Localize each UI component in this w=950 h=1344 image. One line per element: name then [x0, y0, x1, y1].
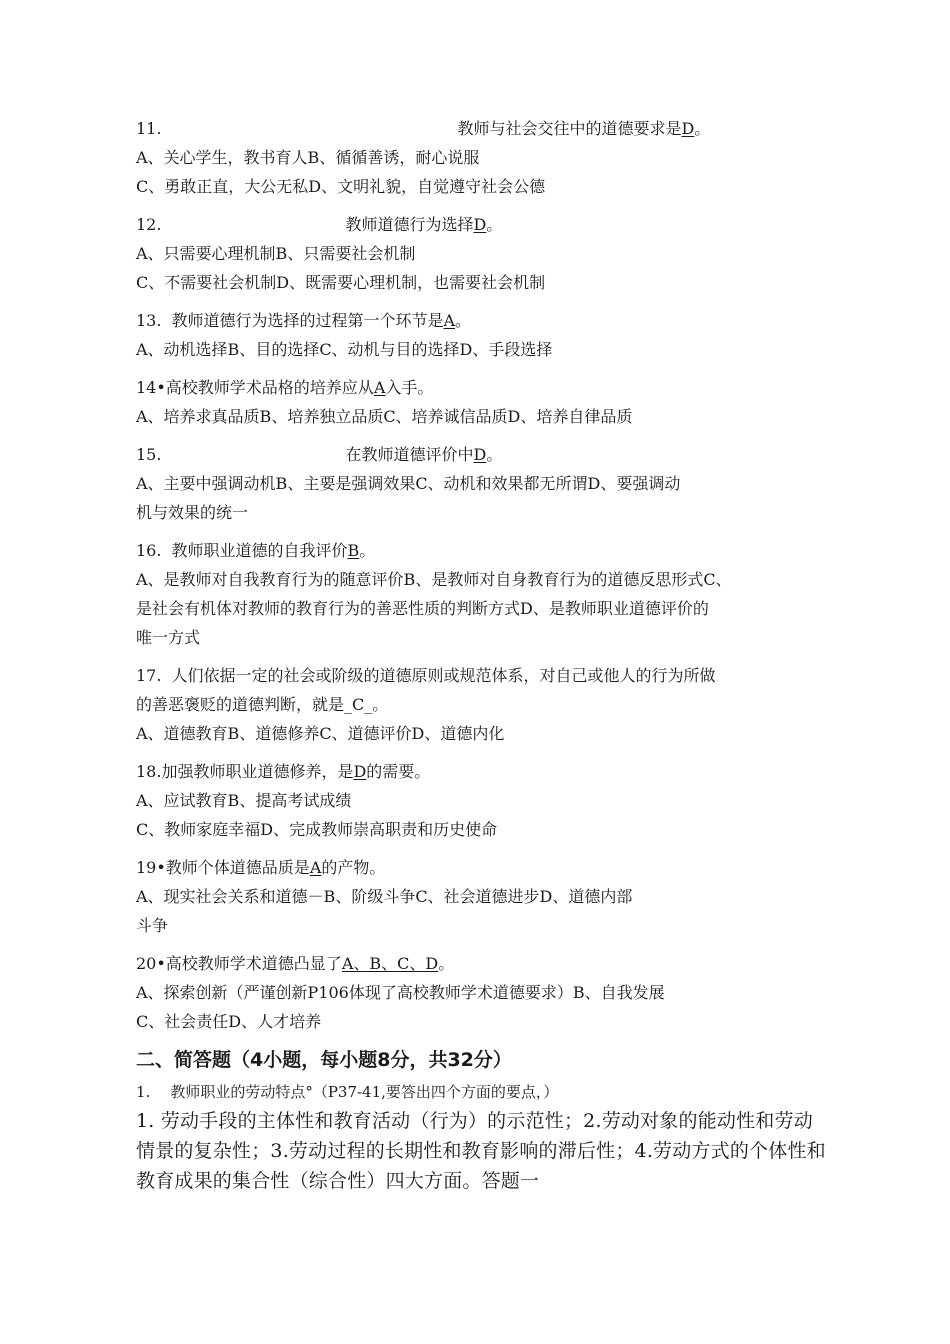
question-16 — [136, 536, 836, 652]
options-line: 斗争 — [136, 916, 169, 935]
question-number: 14• — [136, 378, 166, 397]
answer-mark: D — [681, 119, 695, 138]
options-line: A、动机选择B、目的选择C、动机与目的选择D、手段选择 — [136, 340, 553, 359]
document-page — [136, 114, 836, 1196]
short-answer-text: 1. 劳动手段的主体性和教育活动（行为）的示范性；2.劳动对象的能动性和劳动情景的复杂性；3.劳动过程的长期性和教育影响的滞后性；4.劳动方式的个体性和教育成果的集合性（综合性）四大方面。答题一 — [136, 1110, 826, 1192]
question-number: 18. — [136, 762, 162, 781]
question-20 — [136, 949, 836, 1036]
question-number: 16. — [136, 541, 162, 560]
question-text-continued: 的善恶褒贬的道德判断，就是_C_。 — [136, 695, 389, 714]
question-text: 人们依据一定的社会或阶级的道德原则或规范体系，对自己或他人的行为所做 — [171, 666, 716, 685]
question-stem: 11. 教师与社会交往中的道德要求是D。 — [136, 114, 836, 143]
options-line: 唯一方式 — [136, 628, 201, 647]
question-stem: 15. 在教师道德评价中D。 — [136, 440, 836, 469]
question-13 — [136, 306, 836, 364]
question-text: 教师道德行为选择的过程第一个环节是 — [171, 311, 444, 330]
question-14 — [136, 373, 836, 431]
question-stem: 16. 教师职业道德的自我评价B。 — [136, 536, 836, 565]
short-answer-question-1 — [136, 1079, 836, 1106]
question-15 — [136, 440, 836, 527]
question-11 — [136, 114, 836, 201]
options-line: A、探索创新（严谨创新P106体现了高校教师学术道德要求）B、自我发展 — [136, 983, 665, 1002]
answer-mark: B — [347, 541, 360, 560]
options-line: A、是教师对自我教育行为的随意评价B、是教师对自身教育行为的道德反思形式C、 — [136, 570, 732, 589]
options-line: A、只需要心理机制B、只需要社会机制 — [136, 244, 416, 263]
options-line: A、道德教育B、道德修养C、道德评价D、道德内化 — [136, 724, 505, 743]
options-line: A、现实社会关系和道德－B、阶级斗争C、社会道德进步D、道德内部 — [136, 887, 633, 906]
question-text: 教师与社会交往中的道德要求是 — [457, 119, 682, 138]
options-line: 是社会有机体对教师的教育行为的善恶性质的判断方式D、是教师职业道德评价的 — [136, 599, 709, 618]
question-number: 13. — [136, 311, 162, 330]
answer-mark: A — [373, 378, 386, 397]
question-stem: 12. 教师道德行为选择D。 — [136, 210, 836, 239]
options-line: C、勇敢正直，大公无私D、文明礼貌，自觉遵守社会公德 — [136, 177, 546, 196]
question-number: 20• — [136, 954, 166, 973]
question-12 — [136, 210, 836, 297]
answer-mark: D — [473, 215, 487, 234]
question-text: 高校教师学术道德凸显了 — [165, 954, 342, 973]
question-text: 教师道德行为选择 — [345, 215, 474, 234]
question-stem: 13. 教师道德行为选择的过程第一个环节是A。 — [136, 306, 836, 335]
question-18 — [136, 757, 836, 844]
question-text: 加强教师职业道德修养，是 — [161, 762, 354, 781]
options-line: A、培养求真品质B、培养独立品质C、培养诚信品质D、培养自律品质 — [136, 407, 633, 426]
question-number: 19• — [136, 858, 166, 877]
question-number: 15. — [136, 445, 162, 464]
options-line: A、主要中强调动机B、主要是强调效果C、动机和效果都无所谓D、要强调动 — [136, 474, 681, 493]
question-17 — [136, 661, 836, 748]
answer-mark: A — [309, 858, 322, 877]
options-line: C、教师家庭幸福D、完成教师崇高职责和历史使命 — [136, 820, 498, 839]
question-stem — [136, 661, 836, 690]
question-number: 11. — [136, 119, 162, 138]
question-stem: 20•高校教师学术道德凸显了A、B、C、D。 — [136, 949, 836, 978]
answer-mark: A、B、C、D — [341, 954, 439, 973]
question-stem: 18.加强教师职业道德修养，是D的需要。 — [136, 757, 836, 786]
section-heading: 二、简答题（4小题，每小题8分，共32分） — [136, 1049, 512, 1071]
question-number: 1. — [136, 1083, 151, 1101]
question-stem: 14•高校教师学术品格的培养应从A入手。 — [136, 373, 836, 402]
question-text: 高校教师学术品格的培养应从 — [165, 378, 374, 397]
question-number: 17. — [136, 666, 162, 685]
answer-mark: D — [353, 762, 367, 781]
options-line: 机与效果的统一 — [136, 503, 249, 522]
question-text: 在教师道德评价中 — [345, 445, 474, 464]
options-line: A、关心学生，教书育人B、循循善诱，耐心说服 — [136, 148, 480, 167]
question-text: 教师个体道德品质是 — [165, 858, 310, 877]
question-text: 教师职业道德的自我评价 — [171, 541, 348, 560]
options-line: C、社会责任D、人才培养 — [136, 1012, 322, 1031]
question-number: 12. — [136, 215, 162, 234]
question-text: 教师职业的劳动特点°（P37-41,要答出四个方面的要点，） — [170, 1083, 559, 1101]
options-line: C、不需要社会机制D、既需要心理机制，也需要社会机制 — [136, 273, 546, 292]
options-line: A、应试教育B、提高考试成绩 — [136, 791, 352, 810]
answer-mark: D — [473, 445, 487, 464]
answer-mark: A — [443, 311, 456, 330]
question-19 — [136, 853, 836, 940]
question-stem: 19•教师个体道德品质是A的产物。 — [136, 853, 836, 882]
